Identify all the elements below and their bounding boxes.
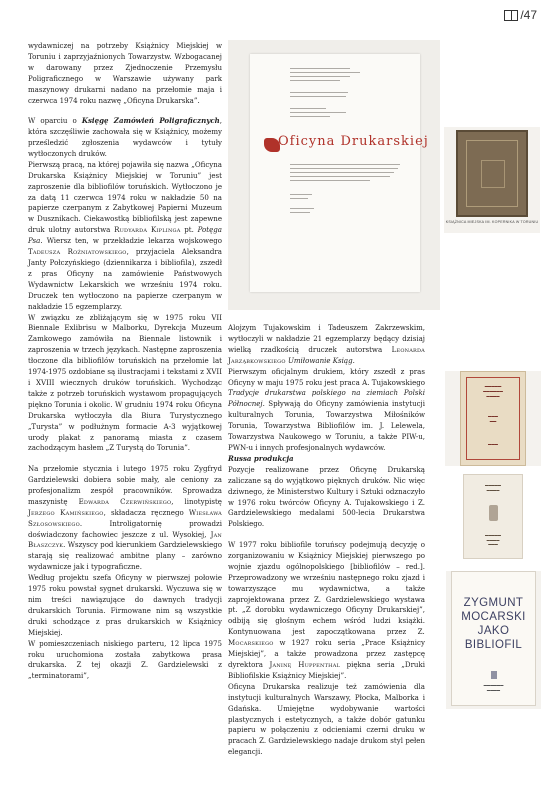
page-number <box>504 8 537 22</box>
paragraph: W oparciu o Księgę Zamówień Poligraficznych, która szczęśliwie zachowała się w Książnicy, możemy prześledzić zgłoszenia wydawców i tytuły wytłoczonych druków. <box>28 116 222 158</box>
book-cover-photo <box>444 127 540 233</box>
right-text-column <box>228 323 425 758</box>
ornamented-book-cover <box>456 130 528 217</box>
paragraph: W związku ze zbliżającym się w 1975 roku VII Biennale Exlibrisu w Malborku, Dyrekcja Muzeum Zamkowego zamówiła na Biennale listownik i zaproszenia w trzech językach. Następne zaproszenia tłoczone dla bibliofilów toruńskich na przełomie lat 1974-1975 ozdobiane są ilustracjami i tekstami z XVII i XVIII wiecznych druków toruńskich. Wychodząc także z potrzeb toruńskich wystawom propagujących piękno Torunia i okolic. W grudniu 1974 roku Oficyna Drukarska wytłoczyła dla Biura Turystycznego „Turysta” w podłużnym formacie A-3 wyjątkowej urody plakat z panoramą miasta z czasem zachodzącym hasłem „Z Turystą do Torunia”. <box>28 312 222 453</box>
page-number-text: /47 <box>520 8 537 22</box>
paragraph: W 1977 roku bibliofile toruńscy podejmują decyzję o zorganizowaniu w Książnicy Miejskiej pierwszego po wojnie zjazdu ogólnopolskiego [bibliofilów – red.]. Przeprowadzony we wrześniu następnego roku zjazd i towarzyszące mu wydawnictwa, a także zaprojektowana przez Z. Gardzielewskiego wystawa pt. „Z dorobku wydawniczego Oficyny Drukarskiej”, odbiją się głośnym echem wśród ludzi książki. Kontynuowana jest zapoczątkowana przez Z. Mocarskiego w 1927 roku seria „Prace Książnicy Miejskiej”, a także prowadzona przez zastępcę dyrektora Janinę Huppenthal piękna seria „Druki Bibliofilskie Książnicy Miejskiej”. <box>228 540 425 680</box>
paragraph: Oficyna Drukarska realizuje też zamówienia dla instytucji kulturalnych Warszawy, Płocka, Malborka i Gdańska. Umiejętne wydobywanie wartości plastycznych i estetycznych, a także dobór gatunku papieru w połączeniu z odcieniami czerni druku w pracach Z. Gardzielewskiego nadaje drukom styl pełen elegancji. <box>228 681 425 757</box>
book-icon <box>504 10 518 21</box>
book-cover-photo <box>445 371 541 466</box>
paragraph: W pomieszczeniach niskiego parteru, 12 lipca 1975 roku uruchomiona została zabytkowa prasa drukarska. Z tej okazji Z. Gardzielewski z „terminatorami”, <box>28 638 222 681</box>
invitation-card <box>250 54 429 292</box>
red-frame-book-cover: ▬▬▬▬▬ ▬▬▬▬▬▬ ▬▬▬▬ ▬▬▬ ▬▬ ▬▬▬ <box>460 371 526 466</box>
publisher-logo-icon <box>491 671 497 679</box>
section-subheading: Russa produkcja <box>228 453 294 463</box>
paragraph: wydawniczej na potrzeby Książnicy Miejskiej w Toruniu i zaprzyjaźnionych Towarzystw. Wzbogacanej w darowany przez Zjednoczenie Przemysłu Poligraficznego w Warszawie używany park maszynowy drukarni nadano na przełomie maja i czerwca 1974 roku nazwę „Oficyna Drukarska”. <box>28 41 222 105</box>
emblem-icon <box>489 505 498 521</box>
invitation-photo <box>228 40 440 310</box>
paragraph: Na przełomie stycznia i lutego 1975 roku Zygfryd Gardzielewski dobiera sobie mały, ale ceniony za profesjonalizm zespół pracowników. Sprowadza maszynistę Edwarda Czerwińskiego, linotypistę Jerzego Kamińskiego, składacza ręcznego Wiesława Szłosowskiego. Introligatornię prowadzi doświadczony fachowiec jeszcze z ul. Wysokiej, Jan Błaszczyk. Wszyscy pod kierunkiem Gardzielewskiego starają się realizować ambitne plany – zarówno wydawnicze jak i typograficzne. <box>28 464 222 572</box>
book-cover-photo <box>446 474 540 563</box>
book-caption: KSIĄŻNICA MIEJSKA IM. KOPERNIKA W TORUNIU <box>445 220 539 224</box>
left-text-column <box>28 41 222 682</box>
invitation-title: Oficyna Drukarskiej <box>278 134 429 149</box>
paragraph: Pozycje realizowane przez Oficynę Drukarską zaliczane są do wyjątkowo pięknych druków. Nic więc dziwnego, że Ministerstwo Kultury i Sztuki odznaczyło w 1976 roku twórców Oficyny A. Tujakowskiego i Z. Gardzielewskiego medalami 500-lecia Drukarstwa Polskiego. <box>228 464 425 529</box>
paragraph: Według projektu szefa Oficyny w pierwszej połowie 1975 roku powstał sygnet drukarski. Wyczuwa się w nim treści nawiązujące do dawnych tradycji drukarskich Torunia. Firmowane nim są wszystkie druki schodzące z pras drukarskich w Książnicy Miejskiej. <box>28 573 222 637</box>
mocarski-book-cover: ZYGMUNT MOCARSKI JAKO BIBLIOFIL ▬▬▬▬▬▬ ▬▬▬▬ <box>451 571 536 706</box>
book-title: ZYGMUNT MOCARSKI JAKO BIBLIOFIL <box>461 597 526 651</box>
book-cover-photo <box>446 571 541 709</box>
light-book-cover: ▬▬▬▬▬ ▬▬▬▬ ▬▬▬▬▬ ▬▬▬▬ ▬▬▬ <box>463 474 523 559</box>
paragraph: Alojzym Tujakowskim i Tadeuszem Zakrzewskim, wytłoczyli w nakładzie 21 egzemplarzy będący dzisiaj wielką rzadkością druczek autorstwa Leonarda Jarząbkowskiego Umiłowanie Ksiąg. <box>228 323 425 365</box>
paragraph: Pierwszą pracą, na której pojawiła się nazwa „Oficyna Drukarska Książnicy Miejskiej w Toruniu” jest zaproszenie dla bibliofilów toruńskich. Wytłoczono je za datą 11 czerwca 1974 roku w nakładzie 50 na papierze czerpanym z Zabytkowej Papierni Muzeum w Dusznikach. Ciekawostką bibliofilską jest zapewne druk ulotny autorstwa Rudyarda Kiplinga pt. Potęga Psa. Wiersz ten, w przekładzie lekarza wojskowego Tadeusza Rożniatowskiego, przyjaciela Aleksandra Janty Połczyńskiego (dziennikarza i bibliofila), zszedł z pras Oficyny na zamówienie Państwowych Wydawnictw Lekarskich we wrześniu 1974 roku. Druczek ten wytłoczono na papierze czerpanym w nakładzie 15 egzemplarzy. <box>28 159 222 311</box>
paragraph: Pierwszym oficjalnym drukiem, który zszedł z pras Oficyny w maju 1975 roku jest praca A. Tujakowskiego Tradycje drukarstwa polskiego na ziemiach Polski Północnej. Spływają do Oficyny zamówienia instytucji kulturalnych Torunia, Towarzystwa Miłośników Torunia, Towarzystwa Bibliofilów im. J. Lelewela, Towarzystwa Naukowego w Toruniu, a także PIW-u, PWN-u i innych profesjonalnych wydawców. <box>228 366 425 452</box>
